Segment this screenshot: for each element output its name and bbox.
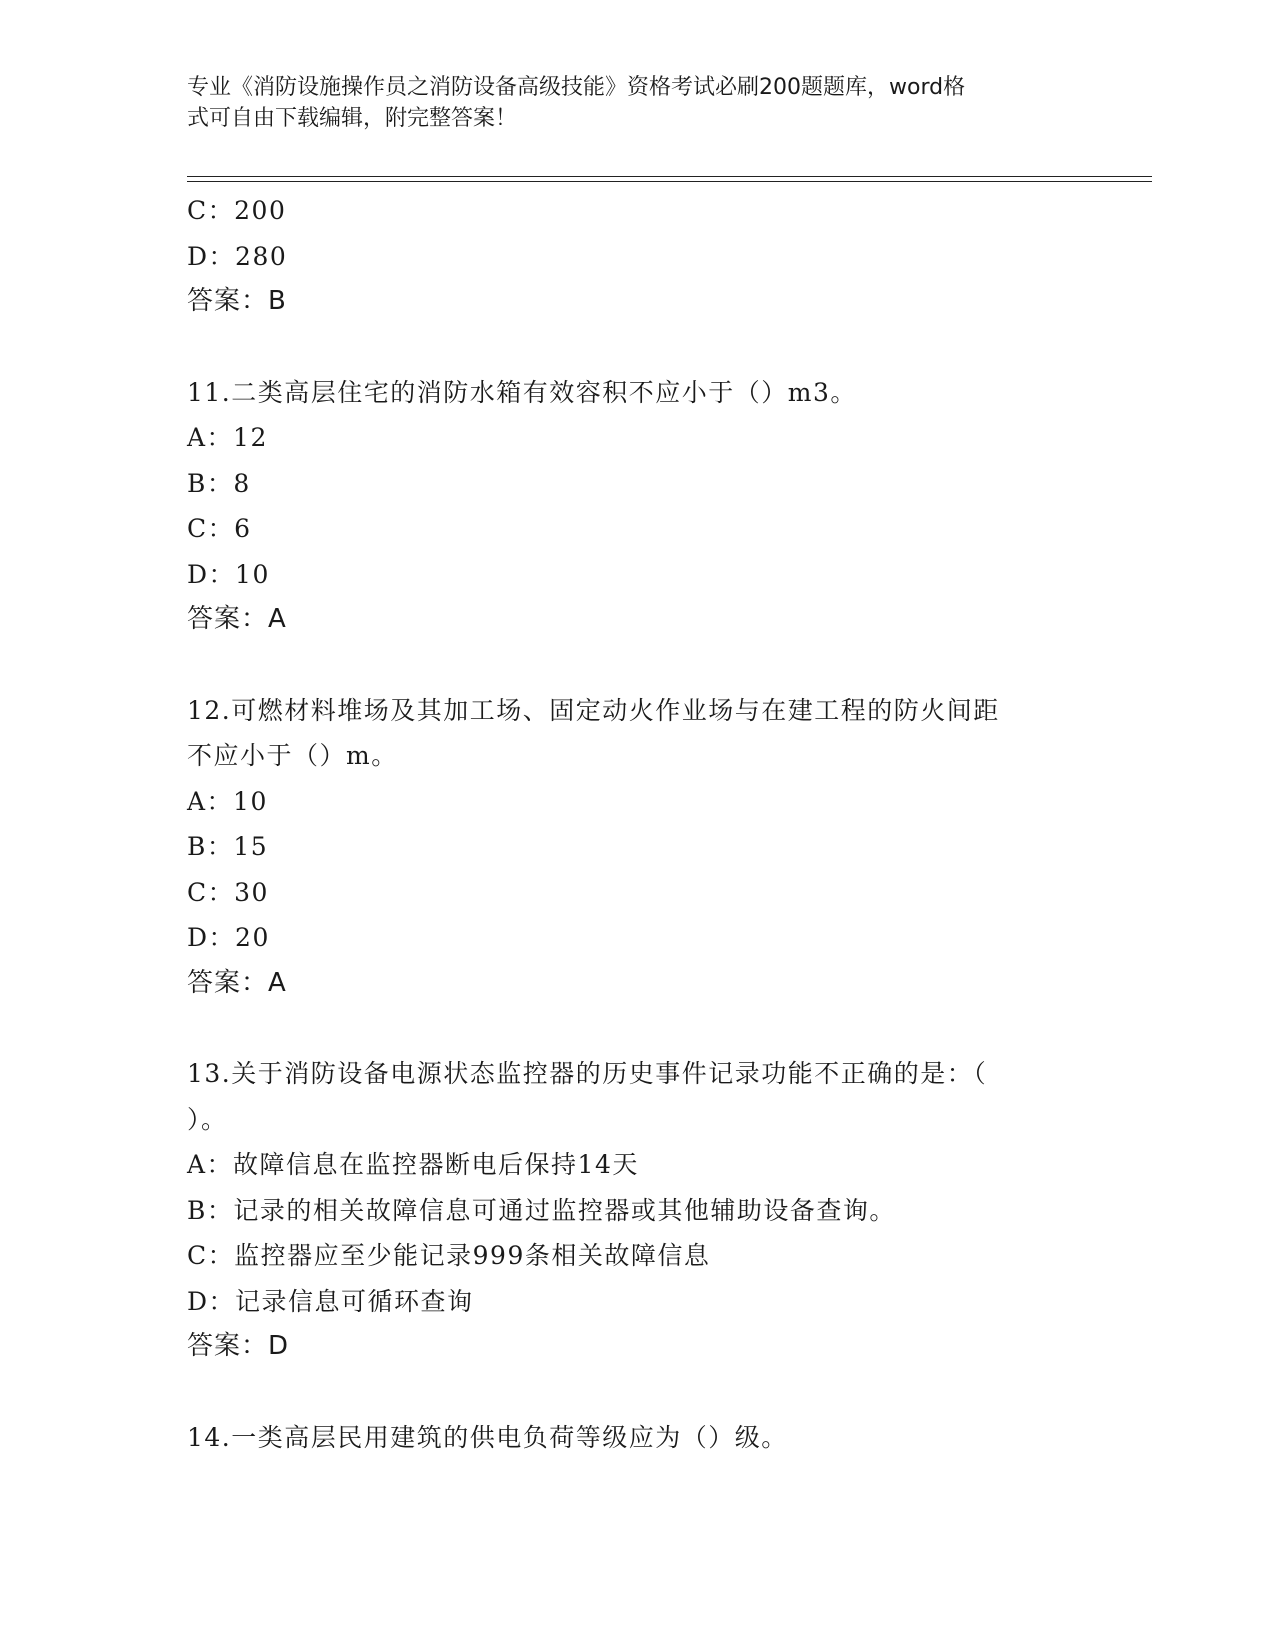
question-14 [187, 1415, 1087, 1461]
header-line-1: 专业《消防设施操作员之消防设备高级技能》资格考试必刷200题题库，word格 [187, 75, 966, 100]
option-d: D：280 [187, 241, 288, 271]
option-a: A：12 [187, 423, 268, 452]
option-b: B：15 [187, 832, 269, 861]
answer-label: 答案：A [187, 604, 287, 634]
option-a: A：故障信息在监控器断电后保持14天 [187, 1150, 639, 1179]
answer-label: 答案：A [187, 967, 287, 998]
option-d: D：记录信息可循环查询 [187, 1286, 474, 1316]
header-divider-bottom [187, 181, 1152, 182]
option-c: C：监控器应至少能记录999条相关故障信息 [187, 1241, 711, 1270]
option-b: B：记录的相关故障信息可通过监控器或其他辅助设备查询。 [187, 1195, 896, 1225]
answer-label: 答案：B [187, 286, 287, 316]
question-12 [187, 688, 1087, 1007]
option-b: B：8 [187, 468, 251, 498]
option-d: D：20 [187, 923, 270, 952]
question-title-line-1: 12.可燃材料堆场及其加工场、固定动火作业场与在建工程的防火间距 [187, 695, 1000, 725]
option-c: C：200 [187, 196, 287, 225]
question-10-tail [187, 188, 1087, 325]
option-a: A：10 [187, 786, 268, 816]
question-title-line-2: ）。 [187, 1104, 228, 1134]
question-13 [187, 1051, 1087, 1370]
option-d: D：10 [187, 559, 270, 589]
option-c: C：30 [187, 877, 269, 907]
header-line-2: 式可自由下载编辑，附完整答案！ [187, 106, 518, 131]
answer-label: 答案：D [187, 1331, 290, 1361]
page-header [187, 72, 1087, 134]
question-list [187, 188, 1087, 1460]
option-c: C：6 [187, 514, 252, 543]
question-title-line-1: 13.关于消防设备电源状态监控器的历史事件记录功能不正确的是：（ [187, 1059, 988, 1088]
question-11 [187, 370, 1087, 643]
question-title: 11.二类高层住宅的消防水箱有效容积不应小于（）m3。 [187, 377, 857, 407]
question-title-line-2: 不应小于（）m。 [187, 741, 398, 770]
header-divider-top [187, 176, 1152, 177]
question-title: 14.一类高层民用建筑的供电负荷等级应为（）级。 [187, 1422, 788, 1452]
